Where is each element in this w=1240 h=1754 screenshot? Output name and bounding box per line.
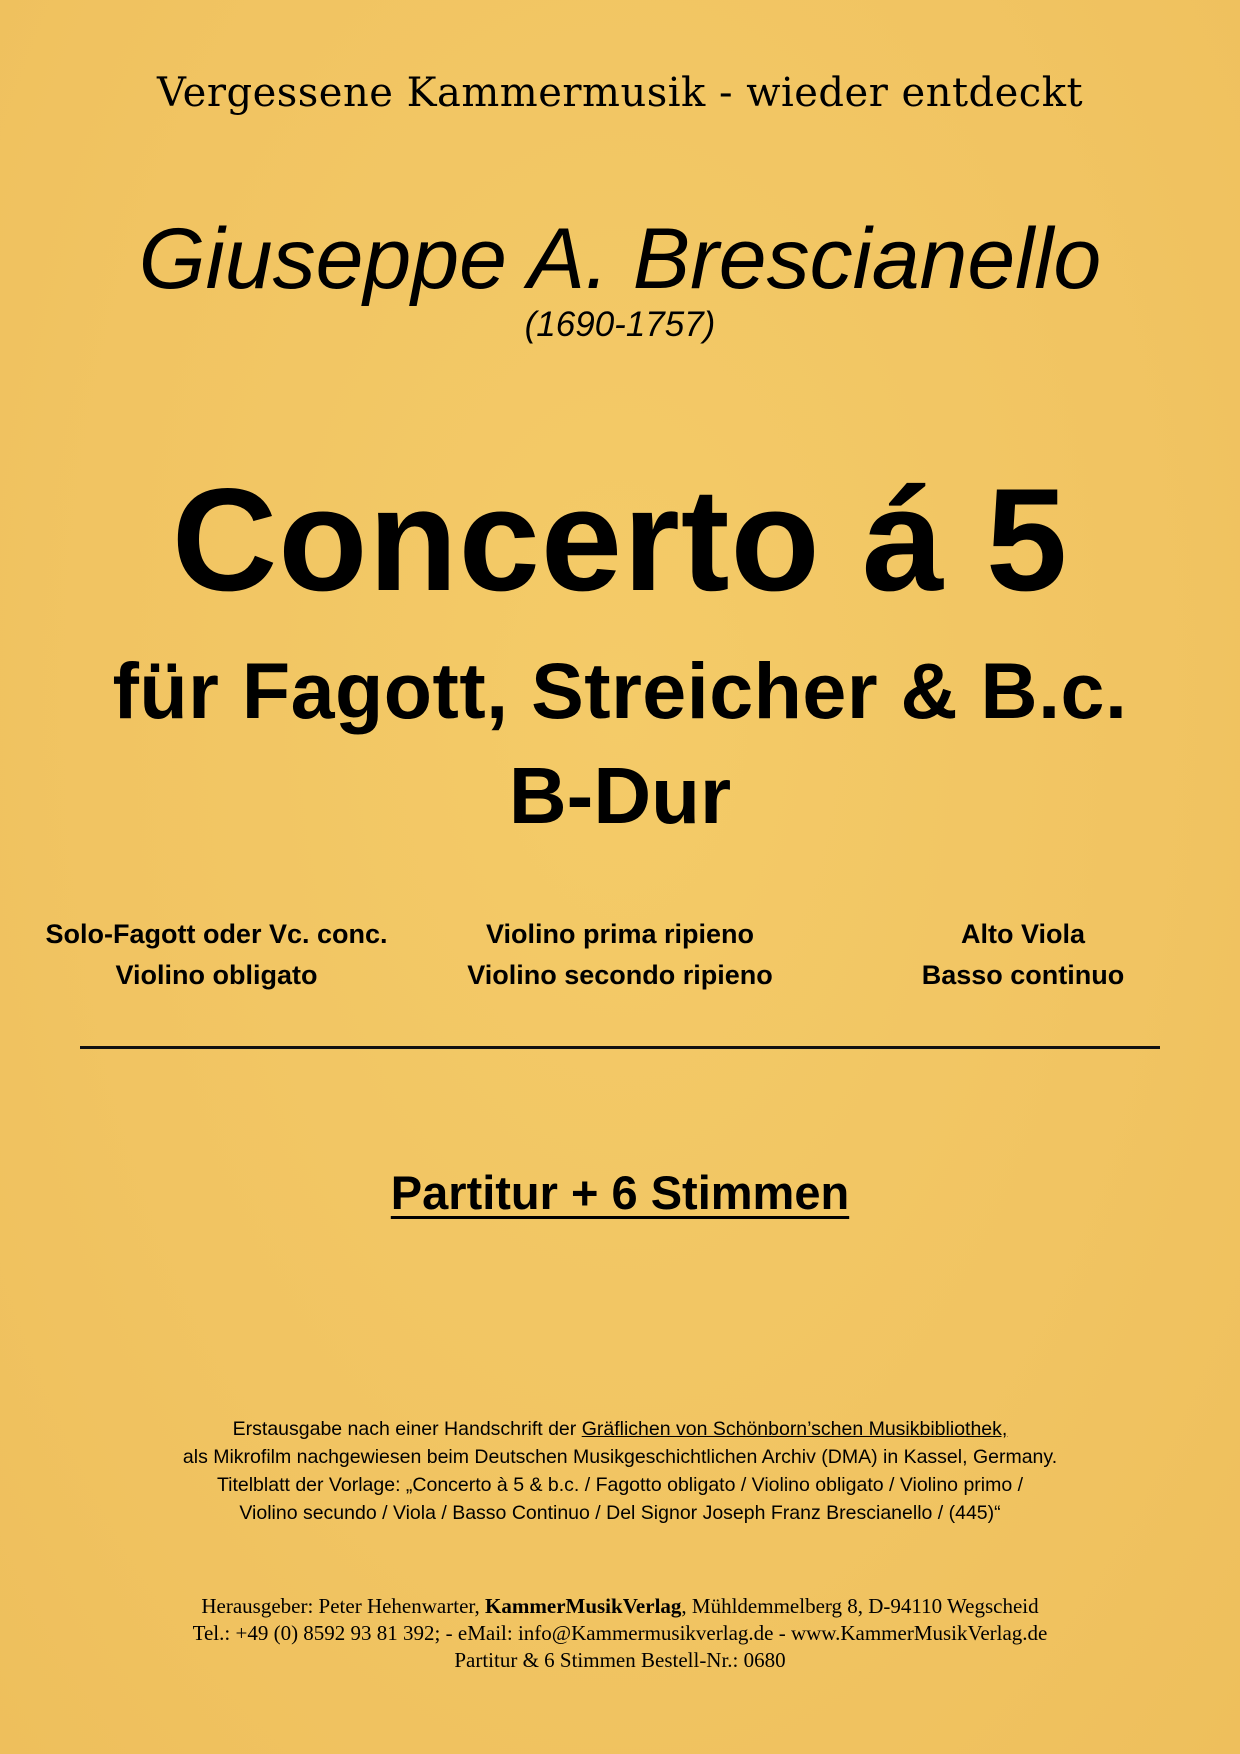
source-note-line bbox=[0, 1415, 1240, 1443]
source-notes bbox=[0, 1415, 1240, 1527]
instrument-column-1 bbox=[14, 914, 419, 996]
source-note-line: Violino secundo / Viola / Basso Continuo / Del Signor Joseph Franz Brescianello / (445)“ bbox=[239, 1502, 1001, 1524]
source-note-line: als Mikrofilm nachgewiesen beim Deutschen Musikgeschichtlichen Archiv (DMA) in Kassel, Germany. bbox=[182, 1446, 1058, 1468]
order-number: Partitur & 6 Stimmen Bestell-Nr.: 0680 bbox=[454, 1648, 786, 1672]
publisher-name: KammerMusikVerlag bbox=[485, 1594, 682, 1618]
library-link: Gräflichen von Schönborn’schen Musikbibliothek, bbox=[581, 1418, 1008, 1440]
edition-label: Partitur + 6 Stimmen bbox=[390, 1166, 850, 1219]
source-note-text: Erstausgabe nach einer Handschrift der bbox=[232, 1418, 582, 1440]
publisher-line bbox=[0, 1593, 1240, 1620]
composer-dates: (1690-1757) bbox=[524, 305, 716, 344]
work-key: B-Dur bbox=[508, 751, 732, 840]
work-title: Concerto á 5 bbox=[171, 458, 1069, 621]
instrument-label: Basso continuo bbox=[921, 960, 1125, 990]
instrument-label: Violino prima ripieno bbox=[485, 919, 755, 949]
publisher-address: , Mühldemmelberg 8, D-94110 Wegscheid bbox=[681, 1594, 1039, 1618]
publisher-label: Herausgeber: Peter Hehenwarter, bbox=[201, 1594, 486, 1618]
instrument-label: Violino secondo ripieno bbox=[467, 960, 773, 990]
instrument-label: Alto Viola bbox=[960, 919, 1086, 949]
publisher-contact: Tel.: +49 (0) 8592 93 81 392; - eMail: info@Kammermusikverlag.de - www.KammerMusikVerlag.de bbox=[192, 1621, 1048, 1645]
composer-name: Giuseppe A. Brescianello bbox=[138, 211, 1102, 307]
instrument-column-3 bbox=[843, 914, 1203, 996]
horizontal-divider bbox=[80, 1046, 1160, 1049]
publisher-block bbox=[0, 1593, 1240, 1674]
instrument-label: Solo-Fagott oder Vc. conc. bbox=[45, 919, 388, 949]
source-note-line: Titelblatt der Vorlage: „Concerto à 5 & b.c. / Fagotto obligato / Violino obligato / Violino primo / bbox=[216, 1474, 1024, 1496]
series-title: Vergessene Kammermusik - wieder entdeckt bbox=[156, 70, 1084, 116]
instrument-label: Violino obligato bbox=[115, 960, 318, 990]
instrument-column-2 bbox=[420, 914, 820, 996]
work-subtitle: für Fagott, Streicher & B.c. bbox=[112, 646, 1128, 735]
